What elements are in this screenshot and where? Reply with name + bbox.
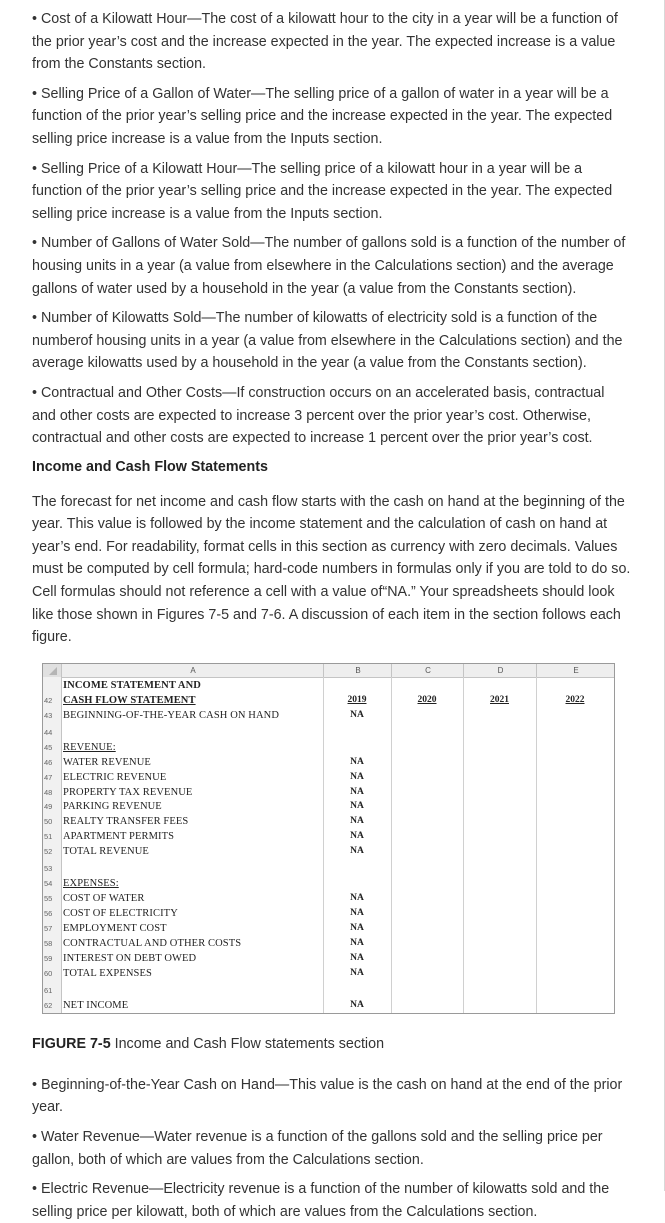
row-label: PARKING REVENUE: [63, 801, 162, 813]
bullet-electric-revenue: • Electric Revenue—Electricity revenue is a function of the number of kilowatts sold and the selling price per kilowatt, both of which are values from the Calculations section.: [32, 1181, 610, 1220]
bullet-selling-price-kilowatt: • Selling Price of a Kilowatt Hour—The selling price of a kilowatt hour in a year will be a function of the prior year’s selling price and the increase expected in the year. The expected selling price increase is a value from the Inputs section.: [32, 160, 613, 222]
section-heading: Income and Cash Flow Statements: [32, 458, 268, 475]
row-number: 44: [44, 727, 53, 737]
sheet-row-51: [43, 829, 614, 844]
row-number: 42: [44, 695, 53, 705]
select-all-corner: [43, 664, 61, 677]
cell-value-2019: NA: [350, 786, 364, 797]
sheet-row-59: [43, 951, 614, 966]
column-header-row: [43, 664, 614, 678]
bullet-cost-kilowatt-hour: • Cost of a Kilowatt Hour—The cost of a kilowatt hour to the city in a year will be a function of the prior year’s cost and the increase expected in the year. The expected increase is a value from the Constants section.: [32, 11, 618, 73]
year-header: 2021: [490, 694, 509, 705]
cell-value-2019: NA: [350, 709, 364, 720]
sheet-row-48: [43, 785, 614, 800]
row-label: PROPERTY TAX REVENUE: [63, 786, 193, 798]
figure-caption: [0, 1034, 664, 1054]
sheet-row-46: [43, 755, 614, 770]
sheet-row-49: [43, 799, 614, 814]
bullet-beginning-cash: • Beginning-of-the-Year Cash on Hand—This value is the cash on hand at the end of the prior year.: [32, 1076, 623, 1116]
spreadsheet-image: [42, 663, 615, 1014]
row-number: 48: [44, 787, 53, 797]
row-label: COST OF WATER: [63, 893, 145, 905]
year-header: 2020: [417, 694, 437, 705]
row-number: 45: [44, 742, 53, 752]
row-label: EMPLOYMENT COST: [63, 923, 167, 935]
column-header-b: B: [323, 664, 392, 677]
cell-value-2019: NA: [350, 893, 364, 904]
bullet-water-revenue: • Water Revenue—Water revenue is a function of the gallons sold and the selling price per gallon, both of which are values from the Calculations section.: [32, 1129, 603, 1168]
sheet-row-57: [43, 921, 614, 936]
row-label: COST OF ELECTRICITY: [63, 908, 178, 920]
row-label: REALTY TRANSFER FEES: [63, 816, 189, 828]
cell-value-2019: NA: [350, 846, 364, 857]
intro-paragraph: The forecast for net income and cash flow starts with the cash on hand at the beginning of the year. This value is followed by the income statement and the calculation of cash on hand at year’s end. For readability, format cells in this section as currency with zero decimals. Values must be computed by cell formula; hard-code numbers in formulas only if you are told to do so. Cell formulas should not reference a cell with a value of“NA.” Your spreadsheets should look like those shown in Figures 7-5 and 7-6. A discussion of each item in the section follows each figure.: [32, 493, 631, 646]
column-header-c: C: [391, 664, 464, 677]
row-label: BEGINNING-OF-THE-YEAR CASH ON HAND: [63, 709, 280, 721]
row-number: 61: [44, 985, 53, 995]
row-number: 46: [44, 757, 53, 767]
row-label: INTEREST ON DEBT OWED: [63, 952, 197, 964]
row-number: 59: [44, 953, 53, 963]
year-header: 2019: [347, 694, 367, 705]
bullet-contractual-costs: • Contractual and Other Costs—If construction occurs on an accelerated basis, contractual and other costs are expected to increase 3 percent over the prior year’s cost. Otherwise, contractual and other costs are expected to increase 1 percent over the prior year’s cost.: [32, 384, 605, 447]
cell-value-2019: NA: [350, 816, 364, 827]
sheet-row-44: [43, 725, 614, 740]
row-number: 52: [44, 847, 53, 857]
cell-value-2019: NA: [350, 756, 364, 767]
sheet-row-60: [43, 966, 614, 981]
row-number: 55: [44, 894, 53, 904]
sheet-row-55: [43, 891, 614, 906]
row-label: ELECTRIC REVENUE: [63, 771, 167, 783]
sheet-row-52: [43, 844, 614, 859]
sheet-row-54: [43, 876, 614, 891]
row-number: 57: [44, 924, 53, 934]
bullet-list-top: [0, 0, 664, 450]
sheet-row-45: [43, 740, 614, 755]
year-header: 2022: [565, 694, 585, 705]
cell-value-2019: NA: [350, 771, 364, 782]
row-label: REVENUE:: [63, 741, 116, 753]
cell-value-2019: NA: [350, 801, 364, 812]
row-number: 62: [44, 1000, 53, 1010]
sheet-row-42: [43, 693, 614, 708]
row-number: 58: [44, 939, 53, 949]
column-header-d: D: [463, 664, 537, 677]
bullet-gallons-sold: • Number of Gallons of Water Sold—The number of gallons sold is a function of the number of housing units in a year (a value from elsewhere in the Calculations section) and the average gallons of water used by a household in the year (a value from the Constants section).: [32, 235, 626, 297]
row-label: APARTMENT PERMITS: [63, 831, 175, 843]
cell-value-2019: NA: [350, 923, 364, 934]
row-number: 50: [44, 817, 53, 827]
bullet-list-bottom: [0, 1066, 664, 1223]
row-label: WATER REVENUE: [63, 756, 151, 768]
row-number: 56: [44, 909, 53, 919]
row-number: 53: [44, 864, 53, 874]
sheet-row-58: [43, 936, 614, 951]
figure-label: FIGURE 7-5: [32, 1035, 111, 1052]
column-header-e: E: [536, 664, 615, 677]
bullet-selling-price-water: • Selling Price of a Gallon of Water—The selling price of a gallon of water in a year will be a function of the prior year’s selling price and the increase expected in the year. The expected selling price increase is a value from the Inputs section.: [32, 85, 613, 147]
figure-7-5: [0, 663, 664, 1014]
sheet-row-62: [43, 998, 614, 1013]
cell-value-2019: NA: [350, 938, 364, 949]
column-header-a: A: [61, 664, 324, 677]
sheet-row-53: [43, 861, 614, 876]
row-number: 49: [44, 802, 53, 812]
row-number: 47: [44, 772, 53, 782]
sheet-row-43: [43, 708, 614, 723]
cell-value-2019: NA: [350, 908, 364, 919]
sheet-row-56: [43, 906, 614, 921]
sheet-row-61: [43, 983, 614, 998]
row-label: NET INCOME: [63, 999, 129, 1011]
row-number: 51: [44, 832, 53, 842]
cell-value-2019: NA: [350, 831, 364, 842]
bullet-kilowatts-sold: • Number of Kilowatts Sold—The number of kilowatts of electricity sold is a function of the numberof housing units in a year (a value from elsewhere in the Calculations section) and the average kilowatts used by a household in the year (a value from the Constants section).: [32, 310, 623, 372]
row-number: 43: [44, 710, 53, 720]
sheet-title-line2: CASH FLOW STATEMENT: [63, 694, 196, 706]
cell-value-2019: NA: [350, 967, 364, 978]
row-label: CONTRACTUAL AND OTHER COSTS: [63, 938, 242, 950]
row-label: EXPENSES:: [63, 878, 119, 890]
row-label: TOTAL REVENUE: [63, 846, 149, 858]
cell-value-2019: NA: [350, 952, 364, 963]
row-number: 60: [44, 968, 53, 978]
sheet-title-line1: INCOME STATEMENT AND: [63, 679, 201, 691]
figure-caption-text: Income and Cash Flow statements section: [110, 1035, 385, 1052]
sheet-row-50: [43, 814, 614, 829]
sheet-row-47: [43, 770, 614, 785]
row-label: TOTAL EXPENSES: [63, 967, 152, 979]
cell-value-2019: NA: [350, 999, 364, 1010]
row-number: 54: [44, 879, 53, 889]
